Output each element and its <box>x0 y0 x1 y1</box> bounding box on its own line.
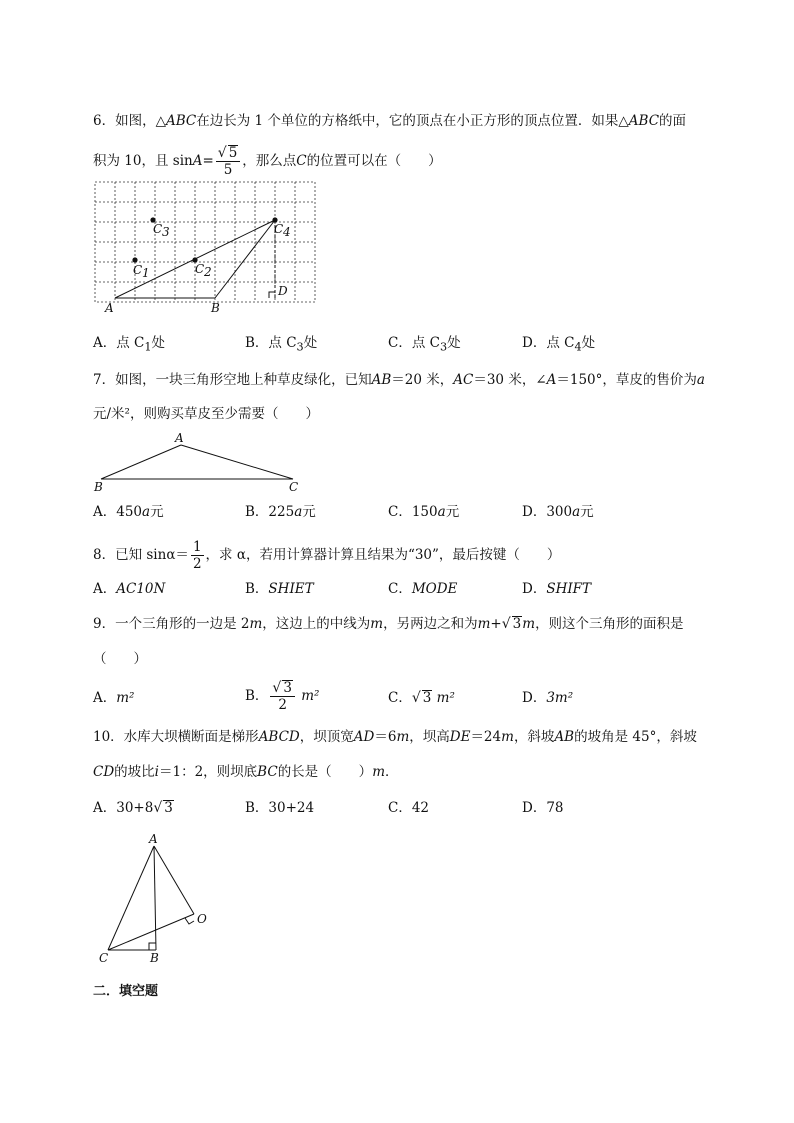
q7-option-b[interactable]: B．225a元 <box>245 504 316 520</box>
q9-option-b[interactable]: B． $\frac{√ 3}{2}$ m² <box>245 680 320 713</box>
fig6-label-C4: C <box>274 222 284 236</box>
q10-option-d[interactable]: D．78 <box>522 800 564 816</box>
q10-option-a[interactable]: A．30+8√ 3 <box>93 800 173 816</box>
q7-option-a[interactable]: A．450a元 <box>93 504 164 520</box>
q8-option-d[interactable]: D．SHIFT <box>522 581 592 597</box>
segment-AC <box>108 846 154 950</box>
fig6-label-C2: C <box>195 262 205 276</box>
q9-option-d[interactable]: D．3m² <box>522 690 574 706</box>
q7-line-1: 7．如图，一块三角形空地上种草皮绿化，已知AB＝20 米，AC＝30 米，∠A＝150°，草皮的售价为a <box>93 372 705 388</box>
section-heading: 二．填空题 <box>93 984 159 999</box>
q6-fraction: $\frac{√ 5}{5}$ <box>216 145 241 178</box>
q6-option-c[interactable]: C．点 $C_3$处 <box>388 335 461 354</box>
fig10-label-B: B <box>150 951 159 965</box>
q10-line-2: CD的坡比i＝1：2，则坝底BC的长是（ ）m． <box>93 764 399 780</box>
fig6-sub-1: 1 <box>142 266 150 280</box>
q9-option-a[interactable]: A．m² <box>93 690 135 706</box>
q6-line-2: 积为 10，且 sinA= $\frac{√ 5}{5}$ ，那么点C的位置可以在（ ） <box>93 145 442 178</box>
fig6-sub-2: 2 <box>204 265 212 279</box>
fig6-label-D: D <box>278 284 288 298</box>
segment-AC <box>181 445 293 479</box>
segment-BC4 <box>215 220 275 298</box>
fig7-label-A: A <box>175 431 184 445</box>
fig6-label-B: B <box>211 301 220 315</box>
point-C1 <box>132 257 137 262</box>
q9-paren: （ ） <box>93 651 147 667</box>
right-angle-D <box>269 292 275 298</box>
q8-fraction: $\frac{1}{2}$ <box>192 539 202 572</box>
fig6-sub-4: 4 <box>283 225 291 239</box>
q6-option-a[interactable]: A．点 $C_1$处 <box>93 335 166 354</box>
fig10-label-C: C <box>99 951 109 965</box>
q10-option-c[interactable]: C．42 <box>388 800 430 816</box>
q10-line-1: 10．水库大坝横断面是梯形ABCD，坝顶宽AD＝6m，坝高DE＝24m，斜坡AB的坡角是 45°，斜坡 <box>93 729 697 745</box>
fig6-sub-3: 3 <box>162 225 170 239</box>
q8-line: 8．已知 sinα＝ $\frac{1}{2}$ ，求 α，若用计算器计算且结果为“30”，最后按键（ ） <box>93 539 561 572</box>
fig10-label-A: A <box>149 832 158 846</box>
q9-option-b-fraction: $\frac{√ 3}{2}$ <box>270 680 295 713</box>
fig7-label-B: B <box>94 480 103 494</box>
segment-CO <box>108 914 194 950</box>
fig6-label-C3: C <box>153 222 163 236</box>
q6-option-d[interactable]: D．点 $C_4$处 <box>522 335 596 354</box>
segment-BA <box>101 445 181 479</box>
fig6-label-C1: C <box>133 263 143 277</box>
q8-option-c[interactable]: C．MODE <box>388 581 458 597</box>
q8-option-b[interactable]: B．SHIET <box>245 581 314 597</box>
q7-triangle-figure <box>93 432 308 494</box>
fig7-label-C: C <box>289 480 299 494</box>
segment-AB <box>154 846 156 950</box>
right-angle-O <box>185 918 194 924</box>
segment-AO <box>154 846 194 914</box>
q10-option-b[interactable]: B．30+24 <box>245 800 315 816</box>
q7-line-2: 元/米²，则购买草皮至少需要（ ） <box>93 406 319 422</box>
q7-option-d[interactable]: D．300a元 <box>522 504 594 520</box>
right-angle-B <box>149 943 156 950</box>
q9-option-c[interactable]: C．√ 3 m² <box>388 690 455 706</box>
q9-line: 9．一个三角形的一边是 2m，这边上的中线为m，另两边之和为m+√ 3m，则这个三角形的面积是 <box>93 616 684 632</box>
q6-option-b[interactable]: B．点 $C_3$处 <box>245 335 318 354</box>
q6-line-1: 6．如图，△ABC在边长为 1 个单位的方格纸中，它的顶点在小正方形的顶点位置．如果△ABC的面 <box>93 113 687 129</box>
q10-triangle-figure <box>96 832 216 967</box>
q6-grid-figure <box>93 180 317 316</box>
fig10-label-O: O <box>197 912 207 926</box>
q7-option-c[interactable]: C．150a元 <box>388 504 460 520</box>
fig6-label-A: A <box>105 301 114 315</box>
q8-option-a[interactable]: A．AC10N <box>93 581 166 597</box>
